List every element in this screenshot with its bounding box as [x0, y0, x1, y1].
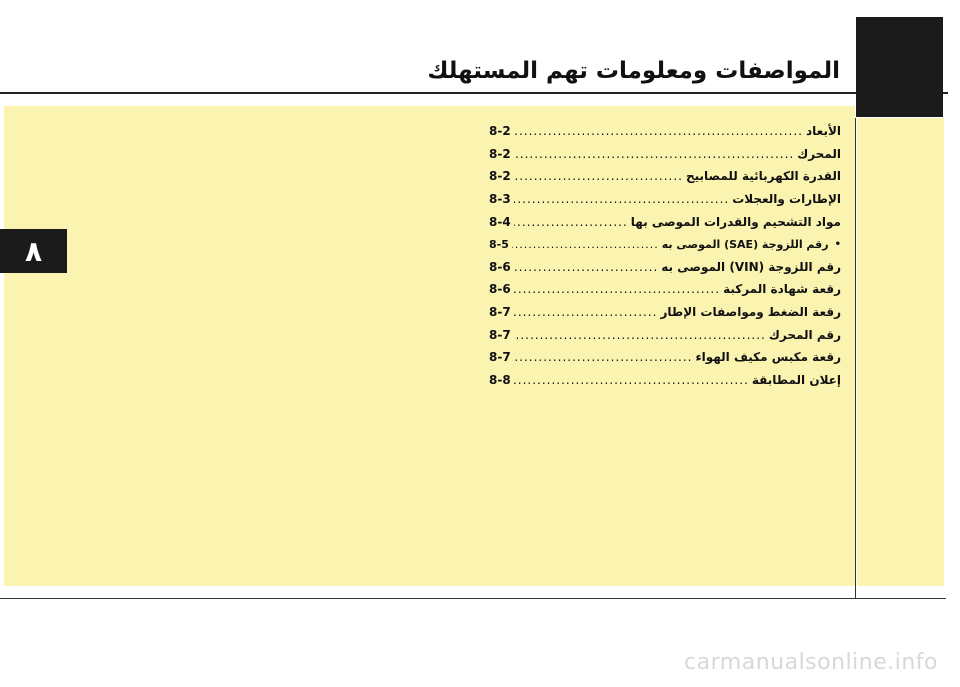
chapter-tab: ٨ [0, 229, 67, 273]
toc-entry[interactable] [489, 120, 841, 143]
toc-leader-dots [514, 147, 795, 161]
toc-entry-page: 8-7 [489, 327, 511, 342]
toc-leader-dots [514, 169, 683, 183]
toc-entry[interactable] [489, 256, 841, 279]
toc-entry-label: رقعة شهادة المركبة [723, 282, 841, 297]
toc-entry-page: 8-3 [489, 192, 511, 207]
page-title: المواصفات ومعلومات تهم المستهلك [427, 58, 840, 84]
toc-entry-page: 8-6 [489, 259, 511, 274]
toc-entry[interactable] [489, 165, 841, 188]
toc-entry-page: 8-2 [489, 124, 511, 139]
toc-leader-dots [512, 238, 659, 251]
toc-entry-page: 8-7 [489, 305, 511, 320]
toc-entry-page: 8-6 [489, 282, 511, 297]
title-rule [0, 92, 948, 94]
toc-entry-label: رقم اللزوجة (VIN) الموصى به [661, 259, 841, 274]
toc-leader-dots [514, 260, 659, 274]
toc-entry-page: 8-8 [489, 372, 511, 387]
toc-leader-dots [514, 282, 720, 296]
bottom-rule [0, 598, 946, 599]
toc-entry-label: رقم المحرك [768, 327, 841, 342]
toc-entry-label: إعلان المطابقة [751, 372, 841, 387]
header-black-tab [856, 17, 943, 117]
toc-entry[interactable] [489, 346, 841, 369]
toc-entry-page: 8-5 [489, 237, 509, 251]
toc-entry[interactable] [489, 369, 841, 392]
toc-entry[interactable] [489, 278, 841, 301]
toc-entry-page: 8-2 [489, 146, 511, 161]
toc-leader-dots [514, 350, 693, 364]
toc-entry-label: الإطارات والعجلات [732, 192, 841, 207]
bullet-icon: • [834, 238, 841, 250]
toc-entry[interactable] [489, 188, 841, 211]
toc-entry-label: رقعة الضغط ومواصفات الإطار [660, 305, 841, 320]
toc-entry[interactable] [489, 233, 841, 256]
toc-leader-dots [514, 192, 730, 206]
toc-leader-dots [514, 305, 658, 319]
side-panel [857, 118, 944, 586]
toc-entry[interactable] [489, 143, 841, 166]
toc-leader-dots [514, 215, 628, 229]
toc-entry-page: 8-2 [489, 169, 511, 184]
toc-leader-dots [514, 124, 803, 138]
toc-entry-page: 8-4 [489, 214, 511, 229]
toc-entry-label: القدرة الكهربائية للمصابيح [685, 169, 841, 184]
toc-leader-dots [514, 373, 749, 387]
toc-entry-label: رقعة مكبس مكيف الهواء [695, 350, 841, 365]
toc-entry-label: مواد التشحيم والقدرات الموصى بها [630, 214, 841, 229]
watermark: carmanualsonline.info [684, 650, 938, 675]
toc-leader-dots [514, 328, 766, 342]
toc-entry[interactable] [489, 301, 841, 324]
toc-entry-page: 8-7 [489, 350, 511, 365]
table-of-contents [489, 120, 841, 391]
toc-entry-label: المحرك [797, 146, 841, 161]
toc-entry[interactable] [489, 323, 841, 346]
side-divider [855, 118, 856, 598]
toc-entry-label: الأبعاد [806, 124, 841, 139]
toc-entry[interactable] [489, 210, 841, 233]
toc-entry-label: رقم اللزوجة (SAE) الموصى به [661, 237, 829, 251]
